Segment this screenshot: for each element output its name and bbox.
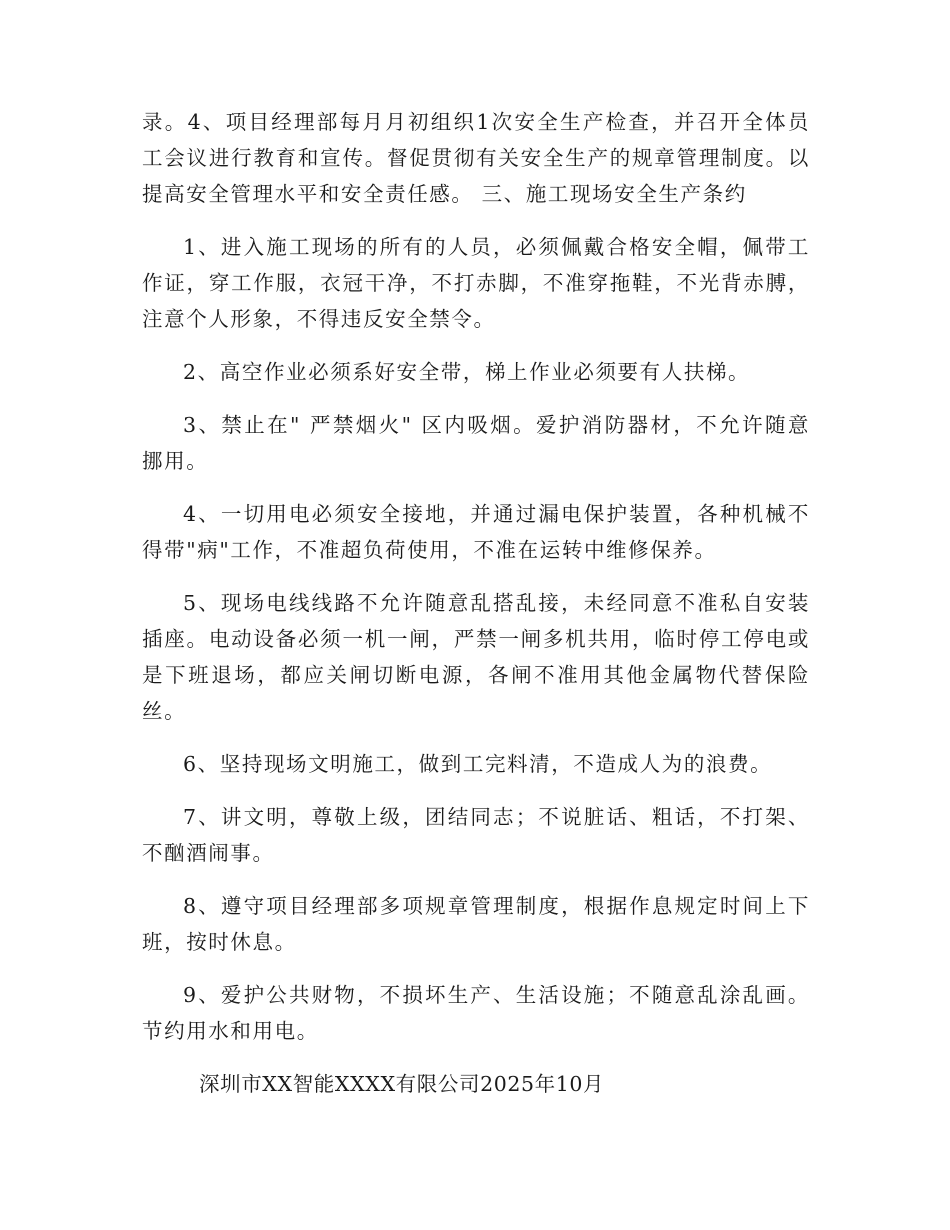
paragraph-rule-8: 8、遵守项目经理部多项规章管理制度，根据作息规定时间上下班，按时休息。 [142,894,810,954]
document-page [142,104,810,1102]
paragraph-rule-9: 9、爱护公共财物，不损坏生产、生活设施；不随意乱涂乱画。节约用水和用电。 [142,983,810,1043]
paragraph-rule-3: 3、禁止在" 严禁烟火" 区内吸烟。爱护消防器材，不允许随意挪用。 [142,413,810,473]
paragraph-rule-6: 6、坚持现场文明施工，做到工完料清，不造成人为的浪费。 [183,752,773,776]
paragraph-rule-1: 1、进入施工现场的所有的人员，必须佩戴合格安全帽，佩带工作证，穿工作服，衣冠干净，不打赤脚，不准穿拖鞋，不光背赤膊，注意个人形象，不得违反安全禁令。 [142,235,810,331]
paragraph-rule-5: 5、现场电线线路不允许随意乱搭乱接，未经同意不准私自安装插座。电动设备必须一机一闸，严禁一闸多机共用，临时停工停电或是下班退场，都应关闸切断电源，各闸不准用其他金属物代替保险丝。 [142,591,810,723]
paragraph-rule-7: 7、讲文明，尊敬上级，团结同志；不说脏话、粗话，不打架、不酗酒闹事。 [142,805,810,865]
paragraph-rule-2: 2、高空作业必须系好安全带，梯上作业必须要有人扶梯。 [183,360,751,384]
company-signature-date: 深圳市XX智能XXXX有限公司2025年10月 [199,1072,605,1096]
paragraph-continued-intro: 录。4、项目经理部每月月初组织1次安全生产检查，并召开全体员工会议进行教育和宣传。督促贯彻有关安全生产的规章管理制度。以提高安全管理水平和安全责任感。 三、施工现场安全生产条约 [142,110,810,206]
paragraph-rule-4: 4、一切用电必须安全接地，并通过漏电保护装置，各种机械不得带"病"工作，不准超负荷使用，不准在运转中维修保养。 [142,502,810,562]
